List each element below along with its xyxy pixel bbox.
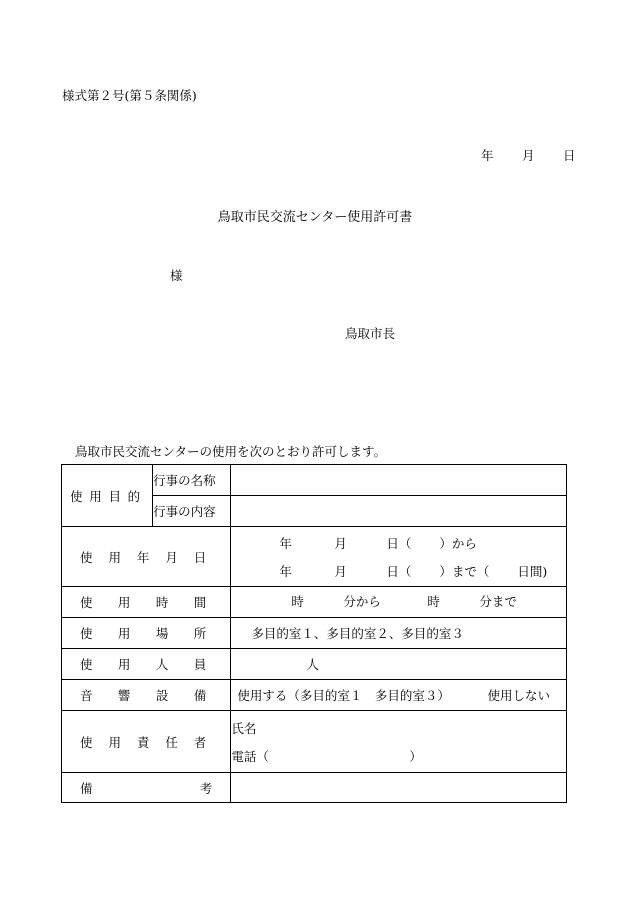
- responsible-row: [62, 711, 567, 773]
- time-label: 使 用 時 間: [62, 587, 231, 618]
- dates-row: [62, 527, 567, 587]
- date-day-label: 日: [563, 148, 576, 163]
- dates-field[interactable]: [231, 527, 567, 587]
- date-from-line: 年 月 日（ ）から: [279, 535, 477, 551]
- remarks-field[interactable]: [231, 773, 567, 803]
- place-field[interactable]: 多目的室１、多目的室２、多目的室３: [231, 618, 567, 649]
- dates-label: 使 用 年 月 日: [62, 527, 231, 587]
- audio-row: [62, 680, 567, 711]
- persons-field[interactable]: 人: [231, 649, 567, 680]
- persons-row: [62, 649, 567, 680]
- document-title: 鳥取市民交流センター使用許可書: [217, 210, 413, 225]
- permit-table: [61, 464, 567, 803]
- responsible-phone-line: [231, 742, 566, 770]
- event-name-label: 行事の名称: [153, 465, 231, 496]
- intro-text: 鳥取市民交流センターの使用を次のとおり許可します。: [75, 444, 387, 459]
- name-label: 氏名: [231, 720, 257, 736]
- addressee-suffix: 様: [170, 268, 183, 283]
- purpose-row-name: [62, 465, 567, 496]
- event-name-field[interactable]: [231, 465, 567, 496]
- phone-label: 電話（: [231, 748, 269, 764]
- form-number: 様式第２号(第５条関係): [62, 88, 197, 103]
- time-row: [62, 587, 567, 618]
- remarks-row: [62, 773, 567, 803]
- time-field[interactable]: 時 分から 時 分まで: [231, 587, 567, 618]
- responsible-label: 使 用 責 任 者: [62, 711, 231, 773]
- event-content-field[interactable]: [231, 496, 567, 527]
- audio-field[interactable]: [231, 680, 567, 711]
- date-year-label: 年: [481, 148, 494, 163]
- event-content-label: 行事の内容: [153, 496, 231, 527]
- issuer: 鳥取市長: [345, 326, 396, 341]
- responsible-name-line: [231, 714, 566, 742]
- date-month-label: 月: [522, 148, 535, 163]
- place-label: 使 用 場 所: [62, 618, 231, 649]
- remarks-label: 備 考: [62, 773, 231, 803]
- audio-use-option[interactable]: 使用する（多目的室１ 多目的室３）: [237, 688, 450, 703]
- purpose-label: 使 用 目 的: [62, 465, 153, 527]
- date-to-line: 年 月 日（ ）まで（ 日間): [279, 563, 548, 579]
- persons-label: 使 用 人 員: [62, 649, 231, 680]
- responsible-field[interactable]: [231, 711, 567, 773]
- audio-label: 音 響 設 備: [62, 680, 231, 711]
- audio-no-use-option[interactable]: 使用しない: [487, 688, 550, 703]
- place-row: [62, 618, 567, 649]
- phone-close: ）: [409, 748, 422, 764]
